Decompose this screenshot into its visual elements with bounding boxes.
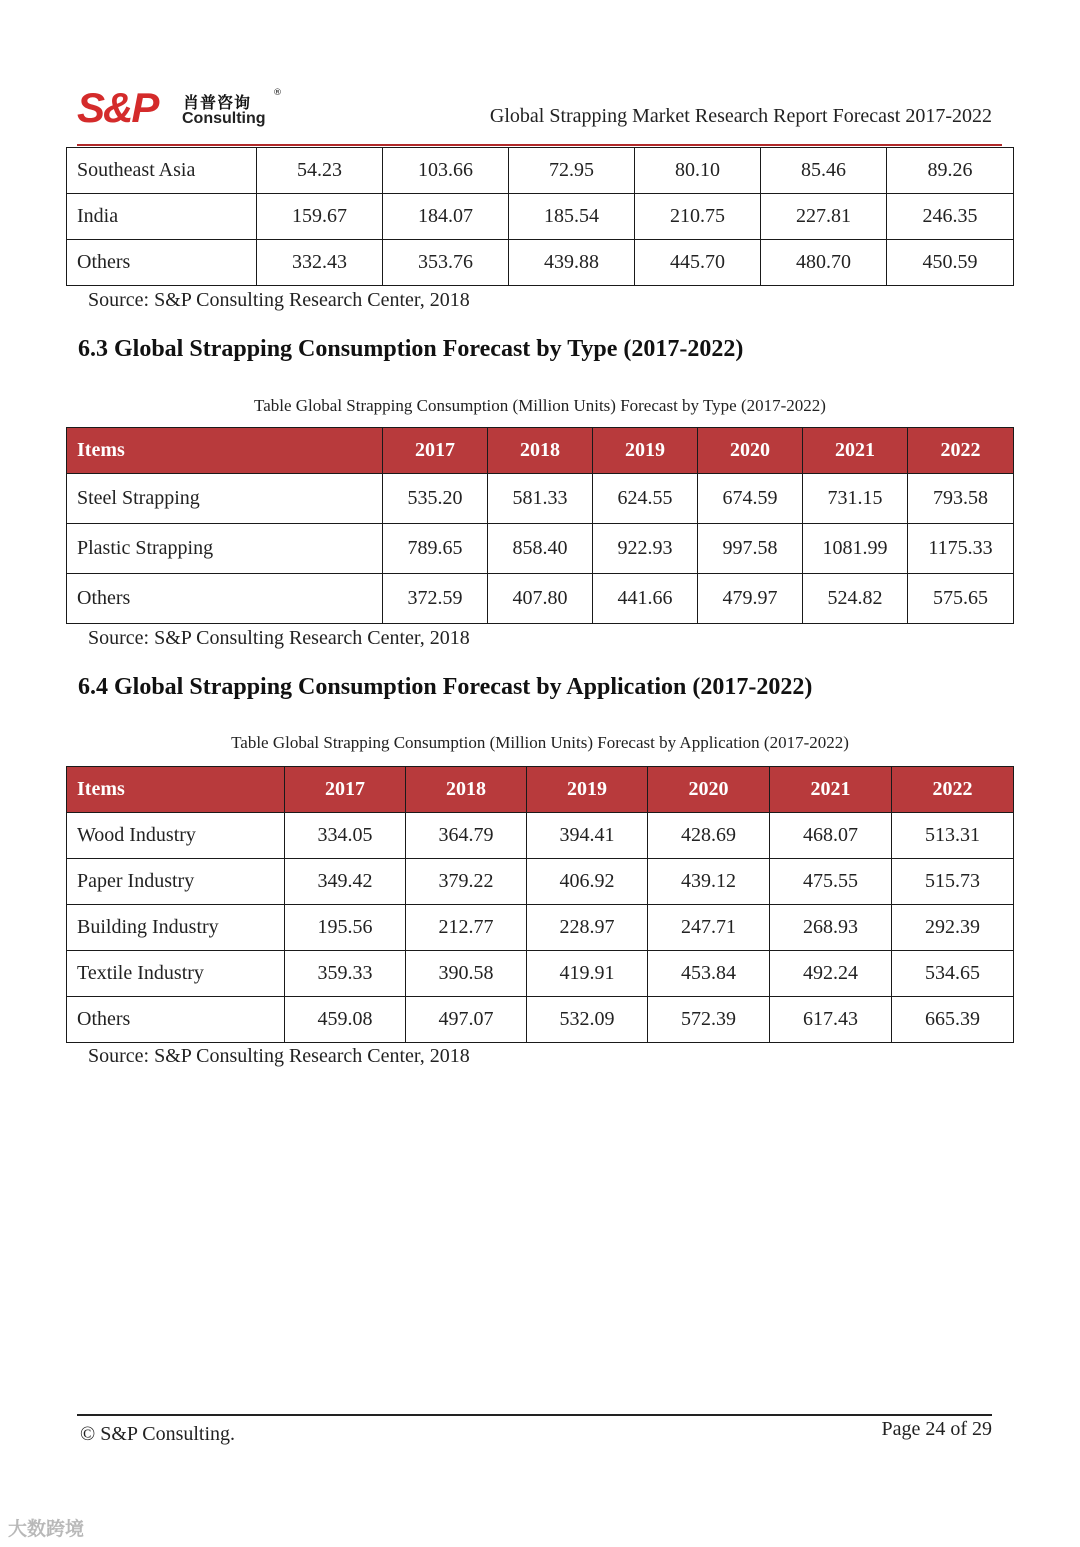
header-year: 2019 [527, 767, 648, 813]
table-cell: 228.97 [527, 905, 648, 951]
table-cell: 793.58 [908, 474, 1014, 524]
table-cell: 439.88 [509, 240, 635, 286]
table-cell: 441.66 [593, 574, 698, 624]
table-cell: 406.92 [527, 859, 648, 905]
row-label: Plastic Strapping [67, 524, 383, 574]
table-cell: 513.31 [892, 813, 1014, 859]
header-year: 2020 [698, 428, 803, 474]
table-cell: 572.39 [648, 997, 770, 1043]
application-table-caption: Table Global Strapping Consumption (Million Units) Forecast by Application (2017-2022) [231, 733, 849, 752]
table-cell: 731.15 [803, 474, 908, 524]
table-cell: 445.70 [635, 240, 761, 286]
footer-copyright: © S&P Consulting. [80, 1423, 236, 1445]
row-label: Others [67, 240, 257, 286]
table-cell: 789.65 [383, 524, 488, 574]
table-cell: 524.82 [803, 574, 908, 624]
table-cell: 858.40 [488, 524, 593, 574]
table-cell: 479.97 [698, 574, 803, 624]
table-cell: 534.65 [892, 951, 1014, 997]
header-year: 2017 [383, 428, 488, 474]
table-cell: 80.10 [635, 148, 761, 194]
table-row [67, 474, 1014, 524]
table-cell: 159.67 [257, 194, 383, 240]
table-cell: 475.55 [770, 859, 892, 905]
table-cell: 185.54 [509, 194, 635, 240]
table-cell: 497.07 [406, 997, 527, 1043]
table-row [67, 859, 1014, 905]
table-cell: 184.07 [383, 194, 509, 240]
report-title: Global Strapping Market Research Report Forecast 2017-2022 [489, 105, 992, 127]
table-cell: 227.81 [761, 194, 887, 240]
section-heading-application: 6.4 Global Strapping Consumption Forecast by Application (2017-2022) [78, 674, 813, 700]
table-cell: 459.08 [285, 997, 406, 1043]
table-cell: 617.43 [770, 997, 892, 1043]
section-heading-type: 6.3 Global Strapping Consumption Forecast by Type (2017-2022) [78, 336, 744, 362]
row-label: Wood Industry [67, 813, 285, 859]
logo-brand: S&P [77, 84, 158, 131]
header-items: Items [67, 428, 383, 474]
row-label: Building Industry [67, 905, 285, 951]
table-header-row [67, 767, 1014, 813]
table-cell: 575.65 [908, 574, 1014, 624]
watermark-logo: 大数跨境 [8, 1518, 85, 1540]
table-cell: 212.77 [406, 905, 527, 951]
table-cell: 210.75 [635, 194, 761, 240]
application-consumption-table [66, 766, 1014, 1043]
table-cell: 334.05 [285, 813, 406, 859]
table-cell: 480.70 [761, 240, 887, 286]
table-cell: 379.22 [406, 859, 527, 905]
table-cell: 407.80 [488, 574, 593, 624]
table-cell: 1175.33 [908, 524, 1014, 574]
table-cell: 292.39 [892, 905, 1014, 951]
table-cell: 665.39 [892, 997, 1014, 1043]
row-label: Steel Strapping [67, 474, 383, 524]
table-cell: 268.93 [770, 905, 892, 951]
type-table-source: Source: S&P Consulting Research Center, 2018 [88, 627, 470, 649]
table-cell: 390.58 [406, 951, 527, 997]
logo-chinese-name: 肖普咨询 [183, 93, 252, 112]
header-divider [77, 144, 1002, 146]
table-cell: 453.84 [648, 951, 770, 997]
table-cell: 439.12 [648, 859, 770, 905]
table-row [67, 524, 1014, 574]
logo-registered-mark: ® [273, 88, 282, 98]
table-row [67, 997, 1014, 1043]
table-cell: 359.33 [285, 951, 406, 997]
row-label: Others [67, 574, 383, 624]
table-row [67, 905, 1014, 951]
table-cell: 72.95 [509, 148, 635, 194]
table-cell: 428.69 [648, 813, 770, 859]
table-cell: 372.59 [383, 574, 488, 624]
table-cell: 535.20 [383, 474, 488, 524]
table-row [67, 194, 1014, 240]
table-cell: 581.33 [488, 474, 593, 524]
table-cell: 492.24 [770, 951, 892, 997]
table-cell: 353.76 [383, 240, 509, 286]
table-row [67, 148, 1014, 194]
table-cell: 246.35 [887, 194, 1014, 240]
table-cell: 515.73 [892, 859, 1014, 905]
row-label: Textile Industry [67, 951, 285, 997]
table-cell: 89.26 [887, 148, 1014, 194]
table-cell: 532.09 [527, 997, 648, 1043]
table-cell: 349.42 [285, 859, 406, 905]
header-year: 2022 [908, 428, 1014, 474]
header-year: 2021 [770, 767, 892, 813]
table-cell: 103.66 [383, 148, 509, 194]
table-cell: 624.55 [593, 474, 698, 524]
table-cell: 922.93 [593, 524, 698, 574]
table-cell: 450.59 [887, 240, 1014, 286]
table-cell: 674.59 [698, 474, 803, 524]
type-consumption-table [66, 427, 1014, 624]
table-row [67, 951, 1014, 997]
row-label: Others [67, 997, 285, 1043]
table-row [67, 813, 1014, 859]
header-year: 2018 [488, 428, 593, 474]
header-year: 2021 [803, 428, 908, 474]
table-row [67, 240, 1014, 286]
table-cell: 394.41 [527, 813, 648, 859]
header-year: 2019 [593, 428, 698, 474]
header-items: Items [67, 767, 285, 813]
region-table-source: Source: S&P Consulting Research Center, 2018 [88, 289, 470, 311]
header-year: 2020 [648, 767, 770, 813]
page-number: Page 24 of 29 [881, 1418, 992, 1440]
table-cell: 332.43 [257, 240, 383, 286]
row-label: Paper Industry [67, 859, 285, 905]
table-row [67, 574, 1014, 624]
logo-consulting: Consulting [182, 110, 266, 127]
table-cell: 419.91 [527, 951, 648, 997]
header-year: 2017 [285, 767, 406, 813]
header-year: 2022 [892, 767, 1014, 813]
table-cell: 195.56 [285, 905, 406, 951]
table-header-row [67, 428, 1014, 474]
table-cell: 54.23 [257, 148, 383, 194]
type-table-caption: Table Global Strapping Consumption (Million Units) Forecast by Type (2017-2022) [254, 396, 826, 415]
region-consumption-table [66, 147, 1014, 286]
header-year: 2018 [406, 767, 527, 813]
table-cell: 364.79 [406, 813, 527, 859]
table-cell: 1081.99 [803, 524, 908, 574]
table-cell: 468.07 [770, 813, 892, 859]
table-cell: 247.71 [648, 905, 770, 951]
table-cell: 85.46 [761, 148, 887, 194]
company-logo [77, 84, 287, 134]
table-cell: 997.58 [698, 524, 803, 574]
row-label: India [67, 194, 257, 240]
footer-divider [77, 1414, 992, 1416]
application-table-source: Source: S&P Consulting Research Center, 2018 [88, 1045, 470, 1067]
row-label: Southeast Asia [67, 148, 257, 194]
